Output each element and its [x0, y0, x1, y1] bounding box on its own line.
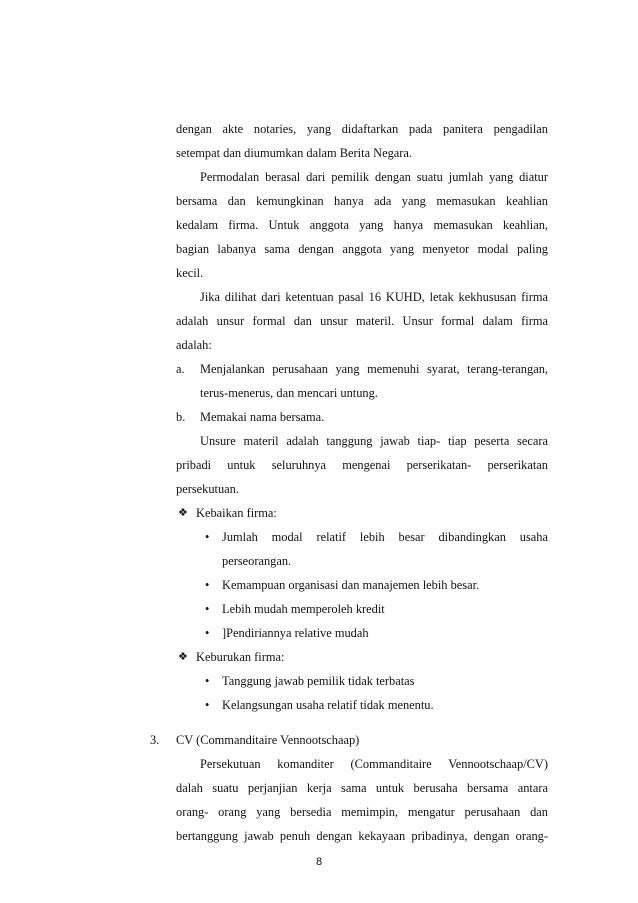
text-line: Unsure materil adalah tanggung jawab tiap- tiap peserta secara	[200, 434, 548, 448]
text-line: Permodalan berasal dari pemilik dengan suatu jumlah yang diatur	[200, 170, 548, 184]
section-heading: Kebaikan firma:	[196, 506, 277, 520]
bullet-icon: •	[205, 602, 210, 616]
diamond-bullet-icon: ❖	[178, 650, 188, 663]
text-line: adalah:	[176, 338, 212, 352]
list-item-text: Lebih mudah memperoleh kredit	[222, 602, 385, 616]
text-line: Jika dilihat dari ketentuan pasal 16 KUHD, letak kekhususan firma	[200, 290, 548, 304]
list-item-text: ]Pendiriannya relative mudah	[222, 626, 369, 640]
list-item-text: Tanggung jawab pemilik tidak terbatas	[222, 674, 415, 688]
text-line: bertanggung jawab penuh dengan kekayaan pribadinya, dengan orang-	[176, 829, 548, 843]
section-number: 3.	[150, 733, 160, 747]
bullet-icon: •	[205, 530, 210, 544]
text-line: adalah unsur formal dan unsur materil. Unsur formal dalam firma	[176, 314, 548, 328]
section-heading: Keburukan firma:	[196, 650, 285, 664]
text-line: dalah suatu perjanjian kerja sama untuk berusaha bersama antara	[176, 781, 548, 795]
text-line: dengan akte notaries, yang didaftarkan pada panitera pengadilan	[176, 122, 548, 136]
text-line: setempat dan diumumkan dalam Berita Negara.	[176, 146, 413, 160]
list-item-text: perseorangan.	[222, 554, 292, 568]
list-item-text: Menjalankan perusahaan yang memenuhi syarat, terang-terangan,	[200, 362, 548, 376]
list-item-text: Kelangsungan usaha relatif tidak menentu.	[222, 698, 434, 712]
text-line: bersama dan kemungkinan hanya ada yang memasukan keahlian	[176, 194, 548, 208]
bullet-icon: •	[205, 674, 210, 688]
list-marker-a: a.	[176, 362, 185, 376]
text-line: kedalam firma. Untuk anggota yang hanya memasukan keahlian,	[176, 218, 548, 232]
bullet-icon: •	[205, 698, 210, 712]
bullet-icon: •	[205, 626, 210, 640]
list-item-text: Kemampuan organisasi dan manajemen lebih besar.	[222, 578, 480, 592]
list-item-text: Jumlah modal relatif lebih besar dibandingkan usaha	[222, 530, 548, 544]
text-line: pribadi untuk seluruhnya mengenai perserikatan- perserikatan	[176, 458, 548, 472]
page-number: 8	[315, 856, 323, 868]
bullet-icon: •	[205, 578, 210, 592]
diamond-bullet-icon: ❖	[178, 506, 188, 519]
list-item-text: Memakai nama bersama.	[200, 410, 325, 424]
text-line: Persekutuan komanditer (Commanditaire Vennootschaap/CV)	[200, 757, 548, 771]
list-item-text: terus-menerus, dan mencari untung.	[200, 386, 378, 400]
text-line: bagian labanya sama dengan anggota yang menyetor modal paling	[176, 242, 548, 256]
section-heading: CV (Commanditaire Vennootschaap)	[176, 733, 360, 747]
text-line: persekutuan.	[176, 482, 239, 496]
list-marker-b: b.	[176, 410, 186, 424]
text-line: kecil.	[176, 266, 204, 280]
text-line: orang- orang yang bersedia memimpin, mengatur perusahaan dan	[176, 805, 548, 819]
